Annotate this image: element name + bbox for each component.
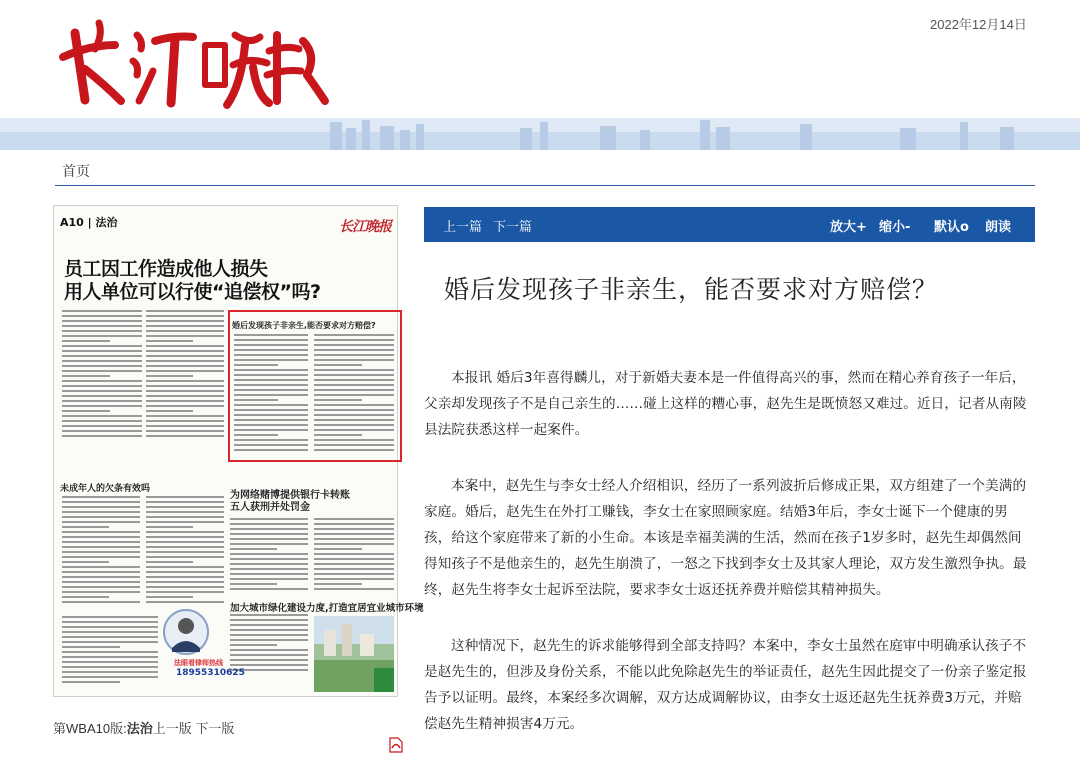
newspaper-page-thumbnail[interactable] xyxy=(53,205,424,697)
text-line xyxy=(230,583,277,585)
text-line xyxy=(146,385,224,387)
text-line xyxy=(62,586,140,588)
text-line xyxy=(146,405,224,407)
text-line xyxy=(62,681,120,683)
hotline-number: 18955310625 xyxy=(176,668,245,678)
text-line xyxy=(146,586,224,588)
zoom-in-button[interactable]: 放大+ xyxy=(830,220,867,235)
article-paragraph-3: 这种情况下，赵先生的诉求能够得到全部支持吗？本案中，李女士虽然在庭审中明确承认孩子不是赵先生的，但涉及身份关系，不能以此免除赵先生的举证责任，赵先生因此提交了一份亲子鉴定报告予以证明。最终，本案经多次调解，双方达成调解协议，由李女士返还赵先生抚养费3万元，并赔偿赵先生精神损害4万元。 xyxy=(424,638,1027,732)
text-line xyxy=(62,651,158,653)
text-line xyxy=(62,496,140,498)
text-line xyxy=(146,501,224,503)
text-line xyxy=(62,531,140,533)
text-line xyxy=(62,536,140,538)
text-line xyxy=(62,501,140,503)
text-line xyxy=(314,588,394,590)
text-line xyxy=(146,320,224,322)
text-line xyxy=(230,649,308,651)
text-line xyxy=(230,523,308,525)
text-line xyxy=(146,370,224,372)
highlighted-article-title: 婚后发现孩子非亲生,能否要求对方赔偿? xyxy=(232,321,376,330)
text-line xyxy=(230,528,308,530)
text-line xyxy=(62,516,140,518)
text-line xyxy=(146,360,224,362)
text-line xyxy=(314,518,394,520)
text-line xyxy=(62,671,158,673)
text-line xyxy=(230,548,277,550)
sub-headline-minor-iou[interactable]: 未成年人的欠条有效吗 xyxy=(60,484,151,494)
text-line xyxy=(146,561,193,563)
text-line xyxy=(62,355,142,357)
masthead xyxy=(0,0,1080,148)
text-line xyxy=(62,561,109,563)
text-line xyxy=(146,511,224,513)
text-line xyxy=(314,568,394,570)
text-line xyxy=(62,601,140,603)
text-line xyxy=(230,654,308,656)
text-line xyxy=(62,370,142,372)
page-label: A10 | 法治 xyxy=(60,216,118,229)
text-line xyxy=(230,664,308,666)
article-paragraph-1: 本报讯 婚后3年喜得麟儿，对于新婚夫妻本是一件值得高兴的事，然而在精心养育孩子一年后，父亲却发现孩子不是自己亲生的……碰上这样的糟心事，赵先生是既愤怒又难过。近日，记者从南陵县法院获悉这样一起案件。 xyxy=(424,370,1027,438)
text-line xyxy=(146,516,224,518)
text-line xyxy=(230,543,308,545)
mini-logo: 长江晚报 xyxy=(339,219,391,235)
text-line xyxy=(146,546,224,548)
text-line xyxy=(62,506,140,508)
text-line xyxy=(146,345,224,347)
edition-info xyxy=(53,718,234,737)
text-line xyxy=(62,390,142,392)
next-article-link[interactable]: 下一篇 xyxy=(493,220,533,235)
text-line xyxy=(146,395,224,397)
text-line xyxy=(230,614,308,616)
text-line xyxy=(146,375,193,377)
text-line xyxy=(314,528,394,530)
text-line xyxy=(146,390,224,392)
text-line xyxy=(62,656,158,658)
text-line xyxy=(62,596,109,598)
text-line xyxy=(146,430,224,432)
text-line xyxy=(62,676,158,678)
nav-bar xyxy=(0,150,1080,188)
text-line xyxy=(230,553,308,555)
text-line xyxy=(146,355,224,357)
text-line xyxy=(62,345,142,347)
text-line xyxy=(62,626,158,628)
skyline-banner xyxy=(0,118,1080,150)
text-line xyxy=(230,573,308,575)
read-aloud-button[interactable]: 朗读 xyxy=(985,220,1012,235)
text-line xyxy=(230,619,308,621)
text-line xyxy=(146,400,224,402)
text-line xyxy=(146,591,224,593)
text-line xyxy=(62,636,158,638)
text-line xyxy=(62,415,142,417)
text-line xyxy=(62,661,158,663)
issue-date: 2022年12月14日 xyxy=(930,17,1027,32)
text-line xyxy=(230,659,308,661)
text-line xyxy=(146,410,193,412)
text-line xyxy=(146,340,193,342)
default-size-button[interactable]: 默认o xyxy=(934,220,969,235)
text-line xyxy=(314,563,394,565)
text-line xyxy=(62,646,120,648)
text-line xyxy=(62,310,142,312)
text-line xyxy=(62,425,142,427)
prev-article-link[interactable]: 上一篇 xyxy=(443,220,483,235)
nav-home-link[interactable]: 首页 xyxy=(62,163,90,179)
text-line xyxy=(314,538,394,540)
text-line xyxy=(146,325,224,327)
text-line xyxy=(314,558,394,560)
sub-headline-greening[interactable]: 加大城市绿化建设力度,打造宜居宜业城市环境 xyxy=(230,603,424,614)
text-line xyxy=(146,420,224,422)
text-line xyxy=(314,573,394,575)
text-line xyxy=(62,546,140,548)
text-line xyxy=(146,566,224,568)
text-line xyxy=(62,616,158,618)
text-line xyxy=(62,380,142,382)
text-line xyxy=(62,526,109,528)
text-line xyxy=(146,350,224,352)
text-line xyxy=(314,553,394,555)
text-line xyxy=(62,430,142,432)
text-line xyxy=(62,666,158,668)
text-line xyxy=(146,571,224,573)
text-line xyxy=(146,310,224,312)
text-line xyxy=(62,571,140,573)
text-line xyxy=(62,330,142,332)
text-line xyxy=(146,415,224,417)
text-line xyxy=(230,533,308,535)
text-line xyxy=(62,350,142,352)
text-line xyxy=(62,556,140,558)
text-line xyxy=(230,629,308,631)
text-line xyxy=(146,556,224,558)
text-line xyxy=(146,526,193,528)
text-line xyxy=(62,581,140,583)
text-line xyxy=(62,576,140,578)
text-line xyxy=(62,395,142,397)
text-line xyxy=(62,511,140,513)
text-line xyxy=(62,375,110,377)
text-line xyxy=(230,518,308,520)
text-line xyxy=(314,578,394,580)
text-line xyxy=(314,583,362,585)
article-toolbar xyxy=(424,207,1035,242)
text-line xyxy=(230,568,308,570)
hotline-label: 法眼看律师热线 xyxy=(174,659,223,667)
text-line xyxy=(62,420,142,422)
text-line xyxy=(62,360,142,362)
text-line xyxy=(146,536,224,538)
article-paragraph-2: 本案中，赵先生与李女士经人介绍相识，经历了一系列波折后修成正果，双方组建了一个美满的家庭。婚后，赵先生在外打工赚钱，李女士在家照顾家庭。结婚3年后，李女士诞下一个健康的男孩，给这个家庭带来了新的小生命。本该是幸福美满的生活，然而在孩子1岁多时，赵先生却偶然间得知孩子不是他亲生的，赵先生崩溃了，一怒之下找到李女士及其家人理论，双方发生激烈争执。最终，赵先生将李女士起诉至法院，要求李女士返还抚养费并赔偿其精神损失。 xyxy=(424,478,1027,598)
text-line xyxy=(146,435,224,437)
text-line xyxy=(146,330,224,332)
text-line xyxy=(230,624,308,626)
text-line xyxy=(62,365,142,367)
text-line xyxy=(62,435,142,437)
text-line xyxy=(146,506,224,508)
text-line xyxy=(62,541,140,543)
lead-headline[interactable]: 员工因工作造成他人损失 用人单位可以行使“追偿权”吗? xyxy=(64,258,321,303)
lawyer-portrait-icon xyxy=(162,608,210,664)
text-line xyxy=(230,538,308,540)
text-line xyxy=(146,496,224,498)
prev-edition-link[interactable]: 上一版 xyxy=(152,721,192,736)
text-line xyxy=(62,566,140,568)
text-line xyxy=(230,588,308,590)
city-photo-icon xyxy=(314,616,394,692)
article-title: 婚后发现孩子非亲生，能否要求对方赔偿？ xyxy=(444,275,939,304)
text-line xyxy=(62,641,158,643)
text-line xyxy=(146,581,224,583)
text-line xyxy=(146,425,224,427)
text-line xyxy=(146,576,224,578)
text-line xyxy=(62,621,158,623)
text-line xyxy=(146,601,224,603)
text-line xyxy=(230,644,277,646)
pdf-icon[interactable] xyxy=(389,737,403,753)
text-line xyxy=(230,634,308,636)
text-line xyxy=(62,385,142,387)
text-line xyxy=(314,533,394,535)
text-line xyxy=(146,380,224,382)
text-line xyxy=(62,591,140,593)
text-line xyxy=(62,551,140,553)
text-line xyxy=(146,335,224,337)
text-line xyxy=(62,320,142,322)
text-line xyxy=(62,315,142,317)
text-line xyxy=(62,521,140,523)
current-article-highlight[interactable] xyxy=(228,310,402,462)
text-line xyxy=(62,631,158,633)
text-line xyxy=(62,335,142,337)
nav-divider xyxy=(55,185,1035,186)
text-line xyxy=(146,596,193,598)
text-line xyxy=(146,521,224,523)
text-line xyxy=(146,551,224,553)
text-line xyxy=(146,531,224,533)
edition-prefix: 第WBA10版: xyxy=(53,721,127,736)
newspaper-logo xyxy=(55,5,330,123)
text-line xyxy=(62,340,110,342)
text-line xyxy=(230,558,308,560)
text-line xyxy=(314,523,394,525)
text-line xyxy=(62,325,142,327)
zoom-out-button[interactable]: 缩小- xyxy=(879,220,911,235)
text-line xyxy=(146,365,224,367)
text-line xyxy=(62,400,142,402)
text-line xyxy=(230,639,308,641)
text-line xyxy=(146,315,224,317)
text-line xyxy=(230,563,308,565)
text-line xyxy=(62,410,110,412)
text-line xyxy=(314,543,394,545)
text-line xyxy=(62,405,142,407)
text-line xyxy=(146,541,224,543)
edition-section: 法治 xyxy=(126,721,153,736)
text-line xyxy=(314,548,362,550)
sub-headline-gambling[interactable]: 为网络赌博提供银行卡转账 五人获刑并处罚金 xyxy=(230,490,350,513)
text-line xyxy=(230,578,308,580)
next-edition-link[interactable]: 下一版 xyxy=(195,721,235,736)
